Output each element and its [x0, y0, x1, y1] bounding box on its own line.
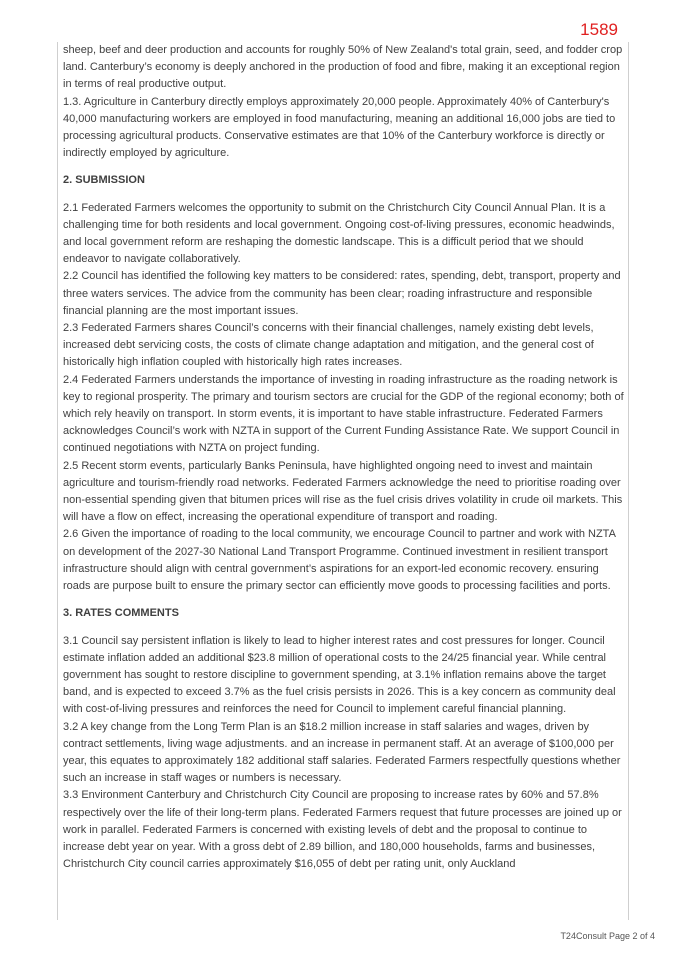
paragraph: 3.3 Environment Canterbury and Christchurch City Council are proposing to increase rates by 60% and 57.8% respectively over the life of their long-term plans. Federated Farmers request that future processes are joined up or work in parallel. Federated Farmers is concerned with existing levels of debt and the proposal to continue to increase debt year on year. With a gross debt of 2.89 billion, and 180,000 households, farms and businesses, Christchurch City council carries approximately $16,055 of debt per rating unit, only Auckland	[63, 789, 622, 871]
paragraph: 2.3 Federated Farmers shares Council’s concerns with their financial challenges, namely existing debt levels, increased debt servicing costs, the costs of climate change adaptation and mitigation, and the general cost of historically high inflation coupled with historically high rates increases.	[63, 322, 594, 369]
paragraph: 3.1 Council say persistent inflation is likely to lead to higher interest rates and cost pressures for longer. Council estimate inflation added an additional $23.8 million of operational costs to the 24/25 financial year. While central government has sought to restore discipline to government spending, at 3.1% inflation remains above the target band, and is expected to exceed 3.7% as the fuel crisis persists in 2026. This is a key concern as community deal with cost-of-living pressures and reinforces the need for Council to implement careful financial planning.	[63, 634, 616, 716]
page-footer: T24Consult Page 2 of 4	[560, 931, 655, 941]
paragraph: sheep, beef and deer production and accounts for roughly 50% of New Zealand's total grain, seed, and fodder crop land. Canterbury’s economy is deeply anchored in the production of food and fibre, making it an exceptional region in terms of real productive output.	[63, 44, 623, 91]
paragraph: 1.3. Agriculture in Canterbury directly employs approximately 20,000 people. Approximately 40% of Canterbury's 40,000 manufacturing workers are employed in food manufacturing, meaning an additional 16,000 jobs are tied to processing agricultural products. Conservative estimates are that 10% of the Canterbury workforce is directly or indirectly employed by agriculture.	[63, 95, 616, 160]
document-body	[57, 42, 629, 920]
section-heading: 2. SUBMISSION	[63, 174, 145, 187]
paragraph: 2.1 Federated Farmers welcomes the opportunity to submit on the Christchurch City Council Annual Plan. It is a challenging time for both residents and local government. Ongoing cost-of-living pressures, economic headwinds, and local government reform are reshaping the domestic landscape. This is a difficult period that we should endeavor to navigate collaboratively.	[63, 201, 615, 266]
section-heading: 3. RATES COMMENTS	[63, 607, 179, 620]
page-number: 1589	[580, 20, 618, 39]
paragraph: 2.2 Council has identified the following key matters to be considered: rates, spending, debt, transport, property and three waters services. The advice from the community has been clear; roading infrastructure and responsible financial planning are the most important issues.	[63, 270, 621, 317]
paragraph: 3.2 A key change from the Long Term Plan is an $18.2 million increase in staff salaries and wages, driven by contract settlements, living wage adjustments. and an increase in permanent staff. At an average of $100,000 per year, this equates to approximately 182 additional staff salaries. Federated Farmers respectfully questions whether such an increase in staff wages or numbers is necessary.	[63, 720, 621, 785]
paragraph: 2.6 Given the importance of roading to the local community, we encourage Council to partner and work with NZTA on development of the 2027-30 National Land Transport Programme. Continued investment in resilient transport infrastructure should align with central government’s aspirations for an export-led economic recovery. ensuring roads are purpose built to ensure the primary sector can efficiently move goods to processing facilities and ports.	[63, 528, 616, 593]
paragraph: 2.4 Federated Farmers understands the importance of investing in roading infrastructure as the roading network is key to regional prosperity. The primary and tourism sectors are crucial for the GDP of the regional economy; both of which rely heavily on transport. In storm events, it is important to have stable infrastructure. Federated Farmers acknowledges Council’s work with NZTA in support of the Current Funding Assistance Rate. We support Council in continued negotiations with NZTA on project funding.	[63, 373, 624, 455]
paragraph: 2.5 Recent storm events, particularly Banks Peninsula, have highlighted ongoing need to invest and maintain agriculture and tourism-friendly road networks. Federated Farmers acknowledge the need to prioritise roading over non-essential spending given that bitumen prices will rise as the fuel crisis drives volatility in crude oil markets. This will have a flow on effect, increasing the operational expenditure of transport and roading.	[63, 459, 623, 524]
